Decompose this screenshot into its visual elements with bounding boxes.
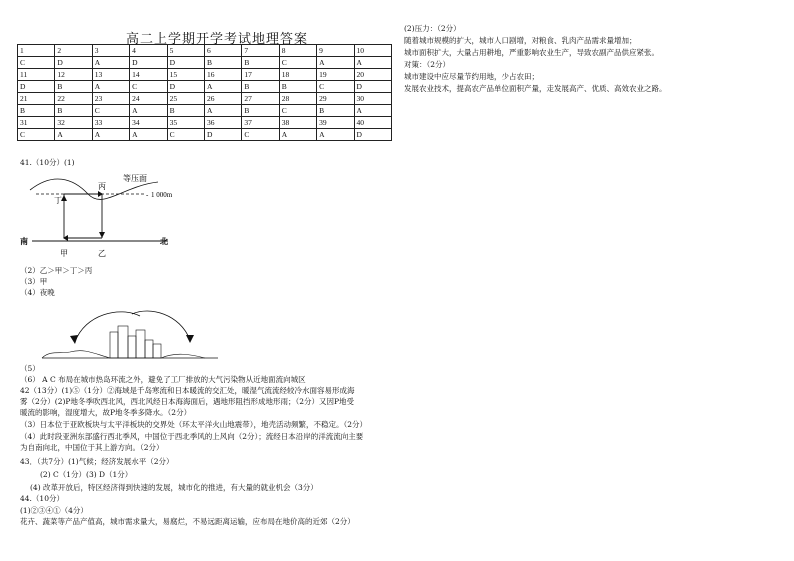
question-number-row xyxy=(18,69,392,81)
label-bing: 丙 xyxy=(98,182,106,191)
answer-cell: D xyxy=(167,81,204,93)
question-number-cell: 27 xyxy=(242,93,279,105)
q42-line-5: （4）此时段亚洲东部盛行西北季风，中国位于西北季风的上风向（2分）；流经日本沿岸的洋流流向主要 xyxy=(20,432,364,441)
question-number-cell: 35 xyxy=(167,117,204,129)
question-number-cell: 40 xyxy=(354,117,391,129)
q43-line-2: (2) C（1分）(3) D（1分） xyxy=(40,470,133,479)
question-number-cell: 18 xyxy=(279,69,316,81)
question-number-cell: 36 xyxy=(204,117,241,129)
question-number-cell: 33 xyxy=(92,117,129,129)
answer-cell: D xyxy=(354,81,391,93)
q42-line-1: 42（13分）(1)⑤（1分）②海域是千岛寒流和日本暖流的交汇处，暖湿气流流经较冷水面容易形成海 xyxy=(20,386,355,395)
answer-cell: B xyxy=(167,105,204,117)
question-number-cell: 3 xyxy=(92,45,129,57)
answer-cell: A xyxy=(279,129,316,141)
answer-cell: D xyxy=(167,57,204,69)
question-number-cell: 14 xyxy=(130,69,167,81)
answer-cell: A xyxy=(204,81,241,93)
answer-cell: A xyxy=(354,105,391,117)
answer-cell: D xyxy=(18,81,55,93)
question-number-cell: 31 xyxy=(18,117,55,129)
question-number-cell: 7 xyxy=(242,45,279,57)
answer-cell: C xyxy=(317,81,354,93)
question-number-cell: 39 xyxy=(317,117,354,129)
answer-cell: B xyxy=(18,105,55,117)
right-line-5: 城市建设中应尽量节约用地，少占农田； xyxy=(404,72,539,81)
answer-cell: D xyxy=(130,57,167,69)
answer-cell: A xyxy=(55,129,92,141)
answer-cell: A xyxy=(92,129,129,141)
q42-line-2: 雾（2分）(2)P地冬季吹西北风，西北风经日本海海面后，遇地形阻挡形成地形雨；（2分）又因P地受 xyxy=(20,397,355,406)
answer-cell: C xyxy=(279,57,316,69)
question-number-cell: 17 xyxy=(242,69,279,81)
answer-cell: C xyxy=(279,105,316,117)
answer-cell: C xyxy=(130,81,167,93)
isobar-label: 等压面 xyxy=(123,174,147,183)
svg-text:-: - xyxy=(146,191,149,199)
question-number-row xyxy=(18,93,392,105)
q41-a4: （4）夜晚 xyxy=(20,288,55,297)
answer-cell: A xyxy=(92,57,129,69)
question-number-cell: 37 xyxy=(242,117,279,129)
question-number-cell: 8 xyxy=(279,45,316,57)
right-line-1: (2)压力：（2分） xyxy=(404,24,461,33)
answer-cell: B xyxy=(55,105,92,117)
question-number-cell: 16 xyxy=(204,69,241,81)
question-number-cell: 23 xyxy=(92,93,129,105)
q43-line-3: (4) 改革开放后，特区经济得到快速的发展，城市化的推进，有大量的就业机会（3分） xyxy=(30,483,318,492)
q42-line-3: 暖流的影响，湿度增大，故P地冬季多降水。（2分） xyxy=(20,408,192,417)
question-number-cell: 19 xyxy=(317,69,354,81)
right-line-4: 对策：（2分） xyxy=(404,60,451,69)
answer-cell: A xyxy=(92,81,129,93)
question-number-cell: 9 xyxy=(317,45,354,57)
question-number-cell: 4 xyxy=(130,45,167,57)
question-number-cell: 34 xyxy=(130,117,167,129)
q41-a5: （5） xyxy=(20,364,40,373)
answer-cell: A xyxy=(204,105,241,117)
answer-cell: B xyxy=(317,105,354,117)
answer-cell: D xyxy=(55,57,92,69)
question-number-cell: 15 xyxy=(167,69,204,81)
answer-cell: B xyxy=(279,81,316,93)
question-number-cell: 11 xyxy=(18,69,55,81)
q43-line-1: 43．（共7分）(1)气候；经济发展水平（2分） xyxy=(20,457,174,466)
label-south: 南 xyxy=(20,237,28,246)
question-number-cell: 1 xyxy=(18,45,55,57)
q44-line-1: 44.（10分） xyxy=(20,494,64,503)
answer-cell: A xyxy=(354,57,391,69)
question-number-cell: 24 xyxy=(130,93,167,105)
q41-header: 41.（10分）(1) xyxy=(20,158,75,167)
q41-a3: （3）甲 xyxy=(20,277,48,286)
question-number-row xyxy=(18,45,392,57)
answer-cell: A xyxy=(130,105,167,117)
answer-cell: C xyxy=(92,105,129,117)
question-number-row xyxy=(18,117,392,129)
label-yi: 乙 xyxy=(98,249,106,258)
answer-cell: D xyxy=(354,129,391,141)
question-number-cell: 10 xyxy=(354,45,391,57)
answer-cell: B xyxy=(242,81,279,93)
question-number-cell: 21 xyxy=(18,93,55,105)
answer-cell: C xyxy=(167,129,204,141)
question-number-cell: 13 xyxy=(92,69,129,81)
height-label: 1 000m xyxy=(151,191,173,199)
answer-row xyxy=(18,57,392,69)
right-line-3: 城市面积扩大，大量占用耕地，严重影响农业生产，导致农副产品供应紧张。 xyxy=(404,48,659,57)
answer-cell: C xyxy=(242,129,279,141)
answer-table xyxy=(17,44,392,141)
thermal-circulation-diagram xyxy=(18,168,188,260)
label-north: 北 xyxy=(160,237,168,246)
page-title: 高二上学期开学考试地理答案 xyxy=(126,32,309,47)
label-jia: 甲 xyxy=(60,249,68,258)
answer-cell: B xyxy=(242,105,279,117)
question-number-cell: 29 xyxy=(317,93,354,105)
answer-cell: B xyxy=(55,81,92,93)
q41-a6: （6） A C 布局在城市热岛环流之外，避免了工厂排放的大气污染物从近地面流向城区 xyxy=(20,375,306,384)
answer-cell: B xyxy=(242,57,279,69)
right-line-6: 发展农业技术，提高农产品单位面积产量，走发展高产、优质、高效农业之路。 xyxy=(404,84,667,93)
question-number-cell: 12 xyxy=(55,69,92,81)
answer-cell: C xyxy=(18,57,55,69)
answer-row xyxy=(18,81,392,93)
answer-cell: C xyxy=(18,129,55,141)
q44-line-3: 花卉、蔬菜等产品产值高，城市需求量大，易腐烂，不易远距离运输，应布局在地价高的近郊（2分） xyxy=(20,517,355,526)
answer-cell: A xyxy=(130,129,167,141)
question-number-cell: 32 xyxy=(55,117,92,129)
answer-cell: D xyxy=(204,129,241,141)
question-number-cell: 6 xyxy=(204,45,241,57)
question-number-cell: 5 xyxy=(167,45,204,57)
q41-a2: （2）乙＞甲＞丁＞丙 xyxy=(20,266,93,275)
q42-line-6: 为自南向北，中国位于其上游方向。（2分） xyxy=(20,443,164,452)
question-number-cell: 22 xyxy=(55,93,92,105)
right-line-2: 随着城市规模的扩大，城市人口剧增，对粮食、乳肉产品需求量增加； xyxy=(404,36,637,45)
question-number-cell: 20 xyxy=(354,69,391,81)
answer-cell: B xyxy=(204,57,241,69)
question-number-cell: 2 xyxy=(55,45,92,57)
q44-line-2: (1)②③④①（4分） xyxy=(20,506,88,515)
answer-row xyxy=(18,105,392,117)
question-number-cell: 28 xyxy=(279,93,316,105)
q42-line-4: （3）日本位于亚欧板块与太平洋板块的交界处（环太平洋火山地震带），地壳活动频繁，不稳定。（2分） xyxy=(20,420,368,429)
question-number-cell: 38 xyxy=(279,117,316,129)
question-number-cell: 25 xyxy=(167,93,204,105)
answer-cell: A xyxy=(317,57,354,69)
question-number-cell: 30 xyxy=(354,93,391,105)
heat-island-diagram xyxy=(40,302,220,362)
question-number-cell: 26 xyxy=(204,93,241,105)
answer-row xyxy=(18,129,392,141)
answer-cell: A xyxy=(317,129,354,141)
label-ding: 丁 xyxy=(54,196,62,205)
